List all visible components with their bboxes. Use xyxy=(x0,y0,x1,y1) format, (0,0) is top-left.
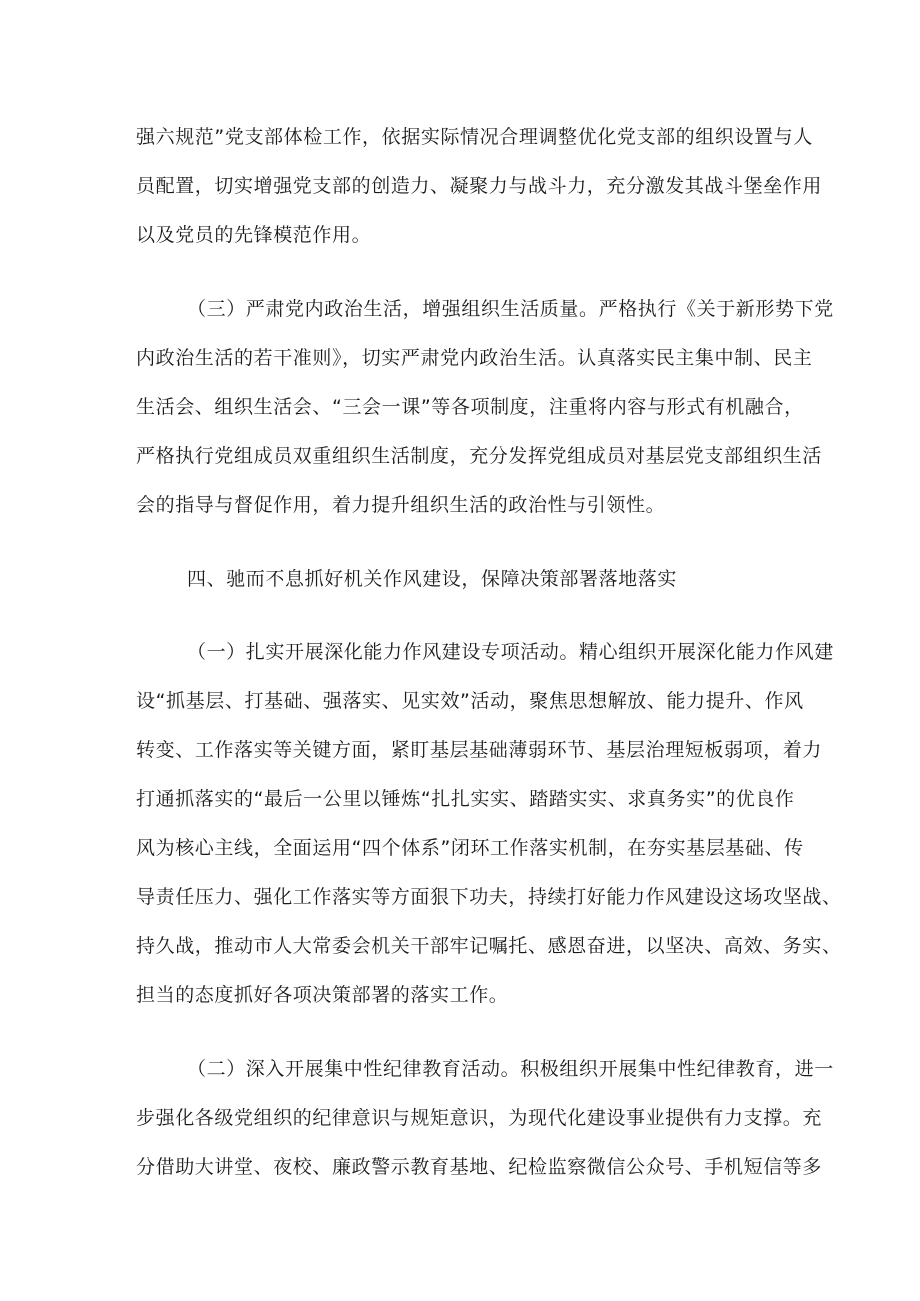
text-line: 风为核心主线，全面运用“四个体系”闭环工作落实机制，在夯实基层基础、传 xyxy=(136,837,804,859)
paragraph-heading-1: （一）扎实开展深化能力作风建设专项活动。精心组织开展深化能力作风建 xyxy=(187,641,834,663)
text-line: 转变、工作落实等关键方面，紧盯基层基础薄弱环节、基层治理短板弱项，着力 xyxy=(136,739,823,761)
text-line: 设“抓基层、打基础、强落实、见实效”活动，聚焦思想解放、能力提升、作风 xyxy=(136,690,804,712)
text-line: 以及党员的先锋模范作用。 xyxy=(136,224,372,246)
paragraph-heading-2: （二）深入开展集中性纪律教育活动。积极组织开展集中性纪律教育，进一 xyxy=(187,1058,834,1080)
text-line: 内政治生活的若干准则》，切实严肃党内政治生活。认真落实民主集中制、民主 xyxy=(136,347,813,369)
text-line: 强六规范”党支部体检工作，依据实际情况合理调整优化党支部的组织设置与人 xyxy=(136,126,813,148)
text-line: 生活会、组织生活会、“三会一课”等各项制度，注重将内容与形式有机融合， xyxy=(136,396,804,418)
text-line: 严格执行党组成员双重组织生活制度，充分发挥党组成员对基层党支部组织生活 xyxy=(136,445,823,467)
text-line: 持久战，推动市人大常委会机关干部牢记嘱托、感恩奋进，以坚决、高效、务实、 xyxy=(136,935,842,957)
text-line: 导责任压力、强化工作落实等方面狠下功夫，持续打好能力作风建设这场攻坚战、 xyxy=(136,886,842,908)
text-line: 打通抓落实的“最后一公里以锤炼“扎扎实实、踏踏实实、求真务实”的优良作 xyxy=(136,788,795,810)
text-line: 担当的态度抓好各项决策部署的落实工作。 xyxy=(136,984,509,1006)
text-line: 步强化各级党组织的纪律意识与规矩意识，为现代化建设事业提供有力支撑。充 xyxy=(136,1107,823,1129)
text-line: 分借助大讲堂、夜校、廉政警示教育基地、纪检监察微信公众号、手机短信等多 xyxy=(136,1156,823,1178)
section-heading-4: 四、驰而不息抓好机关作风建设，保障决策部署落地落实 xyxy=(187,568,678,590)
paragraph-heading-3: （三）严肃党内政治生活，增强组织生活质量。严格执行《关于新形势下党 xyxy=(187,298,834,320)
text-line: 会的指导与督促作用，着力提升组织生活的政治性与引领性。 xyxy=(136,494,666,516)
text-line: 员配置，切实增强党支部的创造力、凝聚力与战斗力，充分激发其战斗堡垒作用 xyxy=(136,175,823,197)
